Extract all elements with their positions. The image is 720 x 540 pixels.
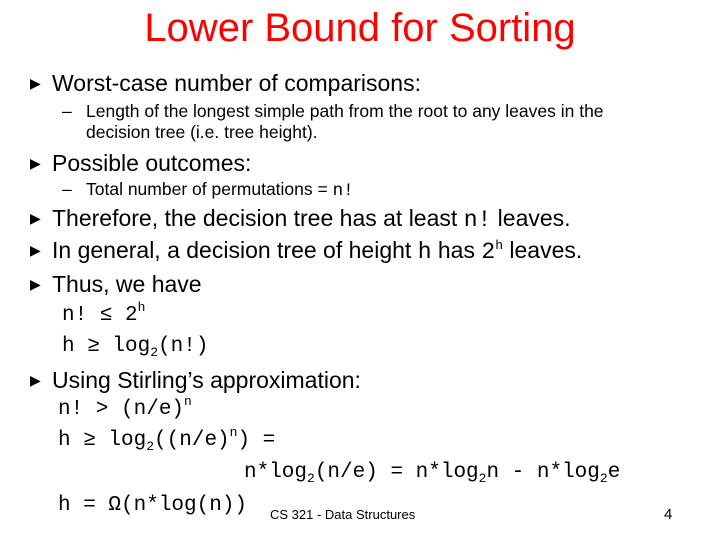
math-factorial-bound [62, 300, 146, 329]
bullet-stirling [30, 366, 361, 394]
bullet-text-mid: has [431, 237, 482, 263]
bullet-text: In general, a decision tree of height [52, 237, 418, 263]
math-text: n*log [244, 461, 308, 484]
triangle-right-icon: ▶ [30, 276, 41, 292]
math-subscript: 2 [599, 471, 608, 486]
math-text-mid: n - n*log [486, 461, 600, 484]
math-text: h ≥ log [58, 429, 147, 452]
bullet-worst-case [30, 69, 421, 97]
factorial-math: n! [463, 207, 492, 233]
factorial-math: n! [332, 181, 354, 201]
dash-marker: – [62, 101, 72, 121]
sub-bullet-text-line2: decision tree (i.e. tree height). [86, 122, 318, 142]
triangle-right-icon: ▶ [30, 210, 41, 226]
math-exponent: n [184, 394, 192, 409]
page-number: 4 [664, 506, 673, 523]
footer-course: CS 321 - Data Structures [270, 507, 416, 522]
sub-bullet-permutations [62, 179, 354, 202]
height-var: h [417, 239, 432, 265]
sub-bullet-text-line1: Length of the longest simple path from the root to any leaves in the [86, 101, 604, 121]
bullet-thus [30, 270, 202, 298]
math-subscript: 2 [146, 439, 155, 454]
bullet-in-general [30, 236, 582, 266]
sub-bullet-text: Total number of permutations = [86, 179, 333, 199]
bullet-text: Using Stirling’s approximation: [52, 367, 361, 393]
dash-marker: – [62, 179, 72, 199]
bullet-text: Possible outcomes: [52, 150, 252, 176]
bullet-text: Therefore, the decision tree has at least [52, 205, 464, 231]
math-subscript: 2 [307, 471, 315, 486]
math-exponent: n [229, 425, 238, 440]
math-stirling [58, 394, 192, 423]
math-text: h ≥ log [62, 335, 151, 358]
math-text-end: e [607, 461, 621, 484]
math-height-log [58, 425, 276, 454]
math-text: n! ≤ 2 [62, 304, 138, 327]
math-height-bound [62, 334, 208, 360]
triangle-right-icon: ▶ [30, 75, 41, 91]
math-subscript: 2 [150, 345, 159, 360]
math-text-end: (n!) [158, 335, 209, 358]
math-exponent: h [137, 300, 146, 315]
math-text: n! > (n/e) [58, 398, 185, 421]
triangle-right-icon: ▶ [30, 155, 41, 171]
power-base: 2 [481, 239, 496, 265]
bullet-text: Worst-case number of comparisons: [52, 70, 421, 96]
math-expansion [244, 460, 620, 486]
power-exponent: h [495, 238, 503, 253]
math-text-mid: ((n/e) [154, 429, 230, 452]
triangle-right-icon: ▶ [30, 372, 41, 388]
math-subscript: 2 [478, 471, 487, 486]
triangle-right-icon: ▶ [30, 242, 41, 258]
slide-title: Lower Bound for Sorting [144, 6, 576, 50]
math-text: h = Ω(n*log(n)) [58, 494, 248, 517]
bullet-outcomes [30, 149, 251, 177]
math-text-end: ) = [237, 429, 276, 452]
math-omega-result [58, 493, 247, 519]
bullet-therefore [30, 204, 571, 234]
math-text-mid: (n/e) = n*log [314, 461, 479, 484]
sub-bullet-path-length [62, 101, 604, 143]
bullet-text: Thus, we have [52, 271, 202, 297]
bullet-text-end: leaves. [491, 205, 571, 231]
bullet-text-end: leaves. [503, 237, 583, 263]
